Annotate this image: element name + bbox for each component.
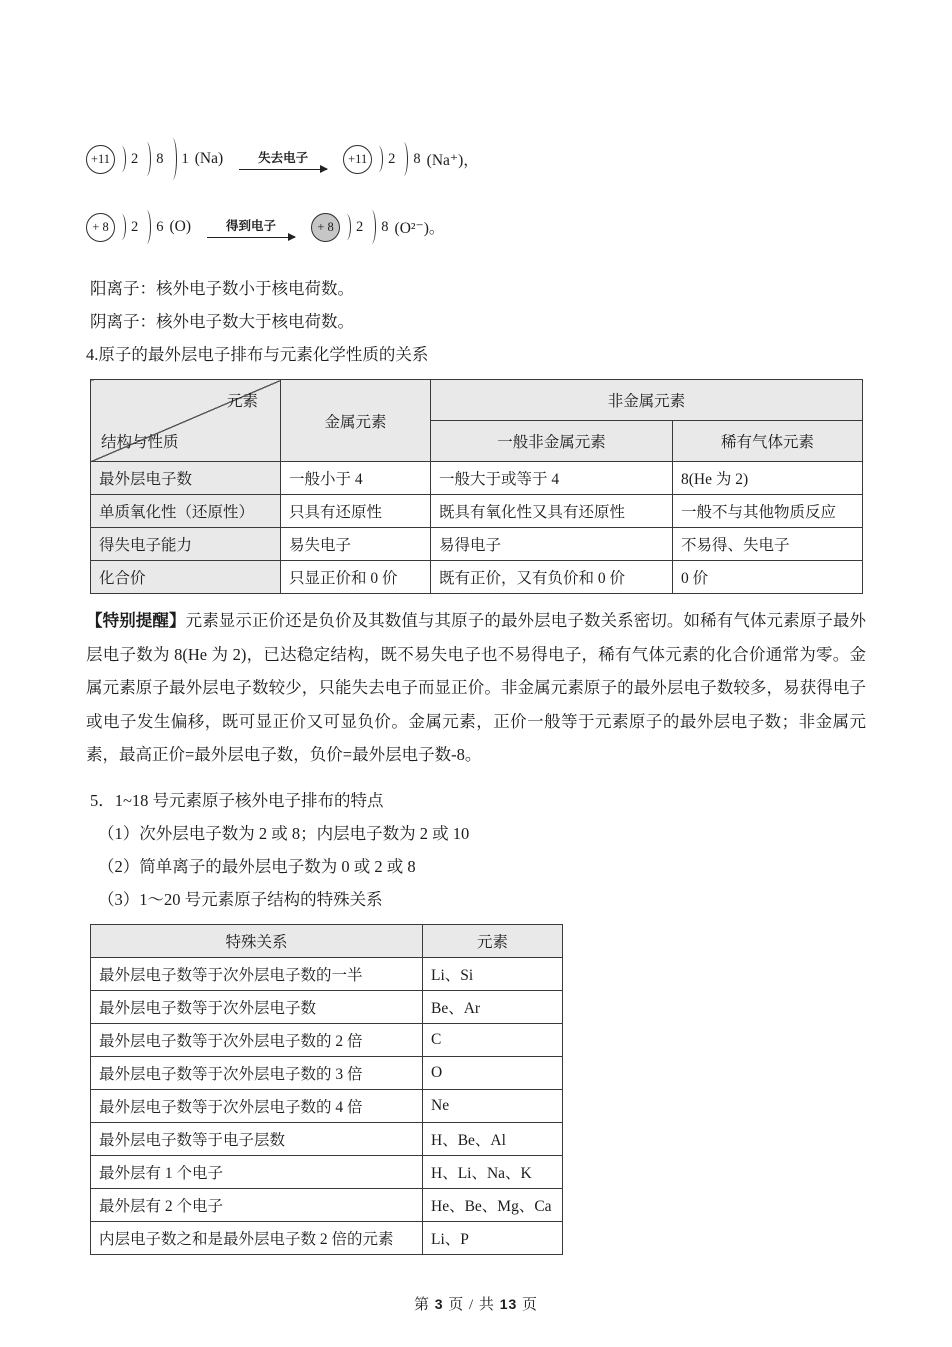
element-cell: Ne	[423, 1089, 563, 1122]
relation-cell: 最外层电子数等于次外层电子数的一半	[91, 957, 423, 990]
cell: 只显正价和 0 价	[281, 561, 431, 594]
bohr-diagram-o	[86, 210, 191, 244]
species-label: (Na)	[194, 150, 224, 167]
species-label: (O²⁻)。	[394, 220, 445, 237]
element-cell: H、Li、Na、K	[423, 1155, 563, 1188]
shell-count: 8	[413, 150, 421, 167]
element-cell: H、Be、Al	[423, 1122, 563, 1155]
relation-cell: 最外层电子数等于次外层电子数	[91, 990, 423, 1023]
shell-arc-icon	[117, 214, 126, 240]
species-label: (Na⁺)，	[426, 152, 479, 169]
bohr-diagram-o-ion	[311, 210, 444, 244]
shell-count: 1	[181, 150, 189, 167]
row-label: 最外层电子数	[91, 462, 281, 495]
table-row	[91, 1089, 563, 1122]
shell-arc-icon	[399, 142, 408, 176]
shell-count: 8	[156, 150, 164, 167]
col-header-nonmetal: 非金属元素	[431, 380, 863, 421]
shell-count: 6	[156, 218, 164, 235]
footer-mid: 页 / 共	[443, 1296, 500, 1313]
o-nucleus: + 8	[86, 213, 115, 242]
arrow-line-icon	[239, 169, 327, 171]
arrow-line-icon	[207, 237, 295, 239]
shell-arc-icon	[168, 138, 177, 180]
sodium-ionization-diagram	[86, 126, 866, 192]
shell-count: 8	[381, 218, 389, 235]
cell: 易失电子	[281, 528, 431, 561]
section-5-item-3: （3）1～20 号元素原子结构的特殊关系	[98, 889, 383, 909]
footer-total-pages: 13	[499, 1295, 518, 1312]
footer-suffix: 页	[517, 1296, 539, 1313]
relation-cell: 最外层电子数等于次外层电子数的 4 倍	[91, 1089, 423, 1122]
element-cell: Be、Ar	[423, 990, 563, 1023]
cell: 既具有氧化性又具有还原性	[431, 495, 673, 528]
table-header-row	[91, 924, 563, 957]
table-row	[91, 561, 863, 594]
shell-arc-icon	[142, 142, 151, 176]
shell-arc-icon	[342, 214, 351, 240]
element-cell: O	[423, 1056, 563, 1089]
shell-arc-icon	[117, 146, 126, 172]
table-row	[91, 1155, 563, 1188]
diagonal-header-bottom: 结构与性质	[101, 434, 179, 451]
relation-cell: 最外层电子数等于次外层电子数的 2 倍	[91, 1023, 423, 1056]
arrow-label: 失去电子	[258, 150, 309, 165]
bohr-diagram-na-ion	[343, 142, 479, 176]
table-row	[91, 462, 863, 495]
cell: 易得电子	[431, 528, 673, 561]
col-header-relation: 特殊关系	[91, 924, 423, 957]
na-nucleus: +11	[86, 145, 115, 174]
arrow-label: 得到电子	[226, 218, 277, 233]
cell: 一般小于 4	[281, 462, 431, 495]
relation-cell: 最外层电子数等于次外层电子数的 3 倍	[91, 1056, 423, 1089]
page-footer	[86, 1293, 866, 1314]
table-row	[91, 1023, 563, 1056]
col-header-noble-gas: 稀有气体元素	[673, 421, 863, 462]
cell: 8(He 为 2)	[673, 462, 863, 495]
relation-cell: 最外层有 1 个电子	[91, 1155, 423, 1188]
special-reminder	[86, 604, 866, 772]
shell-count: 2	[356, 218, 364, 235]
reaction-arrow	[207, 216, 295, 239]
oxygen-ionization-diagram	[86, 194, 866, 260]
cation-note: 阳离子：核外电子数小于核电荷数。	[90, 279, 354, 298]
table-row	[91, 495, 863, 528]
table-row	[91, 1188, 563, 1221]
relation-cell: 最外层电子数等于电子层数	[91, 1122, 423, 1155]
element-properties-table	[90, 379, 863, 594]
cell: 只具有还原性	[281, 495, 431, 528]
section-5-title: 5．1~18 号元素原子核外电子排布的特点	[90, 790, 384, 810]
col-header-metal: 金属元素	[281, 380, 431, 462]
special-reminder-label: 【特别提醒】	[86, 611, 186, 630]
table-row	[91, 1122, 563, 1155]
footer-page-number: 3	[434, 1295, 444, 1312]
cell: 0 价	[673, 561, 863, 594]
element-cell: Li、Si	[423, 957, 563, 990]
table-row	[91, 990, 563, 1023]
reaction-arrow	[239, 148, 327, 171]
special-reminder-text: 元素显示正价还是负价及其数值与其原子的最外层电子数关系密切。如稀有气体元素原子最外层电子数为 8(He 为 2)，已达稳定结构，既不易失电子也不易得电子，稀有气体元素的化合价通常为零。金属元素原子最外层电子数较少，只能失去电子而显正价。非金属元素原子的最外层电子数较多，易获得电子或电子发生偏移，既可显正价又可显负价。金属元素，正价一般等于元素原子的最外层电子数；非金属元素，最高正价=最外层电子数，负价=最外层电子数-8。	[86, 611, 867, 764]
row-label: 单质氧化性（还原性）	[91, 495, 281, 528]
shell-arc-icon	[374, 146, 383, 172]
cell: 一般不与其他物质反应	[673, 495, 863, 528]
anion-note: 阴离子：核外电子数大于核电荷数。	[90, 312, 354, 331]
col-header-element: 元素	[423, 924, 563, 957]
relation-cell: 内层电子数之和是最外层电子数 2 倍的元素	[91, 1221, 423, 1254]
diagonal-header-top: 元素	[226, 393, 258, 410]
table-row	[91, 528, 863, 561]
element-cell: He、Be、Mg、Ca	[423, 1188, 563, 1221]
shell-count: 2	[388, 150, 396, 167]
table-row	[91, 1056, 563, 1089]
table-row	[91, 1221, 563, 1254]
species-label: (O)	[169, 218, 192, 235]
shell-arc-icon	[367, 210, 376, 244]
na-ion-nucleus: +11	[343, 145, 372, 174]
section-5-item-1: （1）次外层电子数为 2 或 8；内层电子数为 2 或 10	[98, 823, 470, 843]
cell: 不易得、失电子	[673, 528, 863, 561]
footer-prefix: 第	[413, 1296, 435, 1313]
section-4-title: 4.原子的最外层电子排布与元素化学性质的关系	[86, 345, 429, 364]
row-label: 得失电子能力	[91, 528, 281, 561]
table-row	[91, 957, 563, 990]
o-ion-nucleus: + 8	[311, 213, 340, 242]
bohr-diagram-na	[86, 138, 223, 180]
col-header-general-nonmetal: 一般非金属元素	[431, 421, 673, 462]
relation-cell: 最外层有 2 个电子	[91, 1188, 423, 1221]
diagonal-header-cell	[91, 380, 281, 462]
shell-count: 2	[131, 150, 139, 167]
special-relations-table	[90, 924, 563, 1255]
cell: 既有正价，又有负价和 0 价	[431, 561, 673, 594]
shell-count: 2	[131, 218, 139, 235]
section-5-item-2: （2）简单离子的最外层电子数为 0 或 2 或 8	[98, 856, 416, 876]
row-label: 化合价	[91, 561, 281, 594]
cell: 一般大于或等于 4	[431, 462, 673, 495]
element-cell: Li、P	[423, 1221, 563, 1254]
shell-arc-icon	[142, 210, 151, 244]
element-cell: C	[423, 1023, 563, 1056]
